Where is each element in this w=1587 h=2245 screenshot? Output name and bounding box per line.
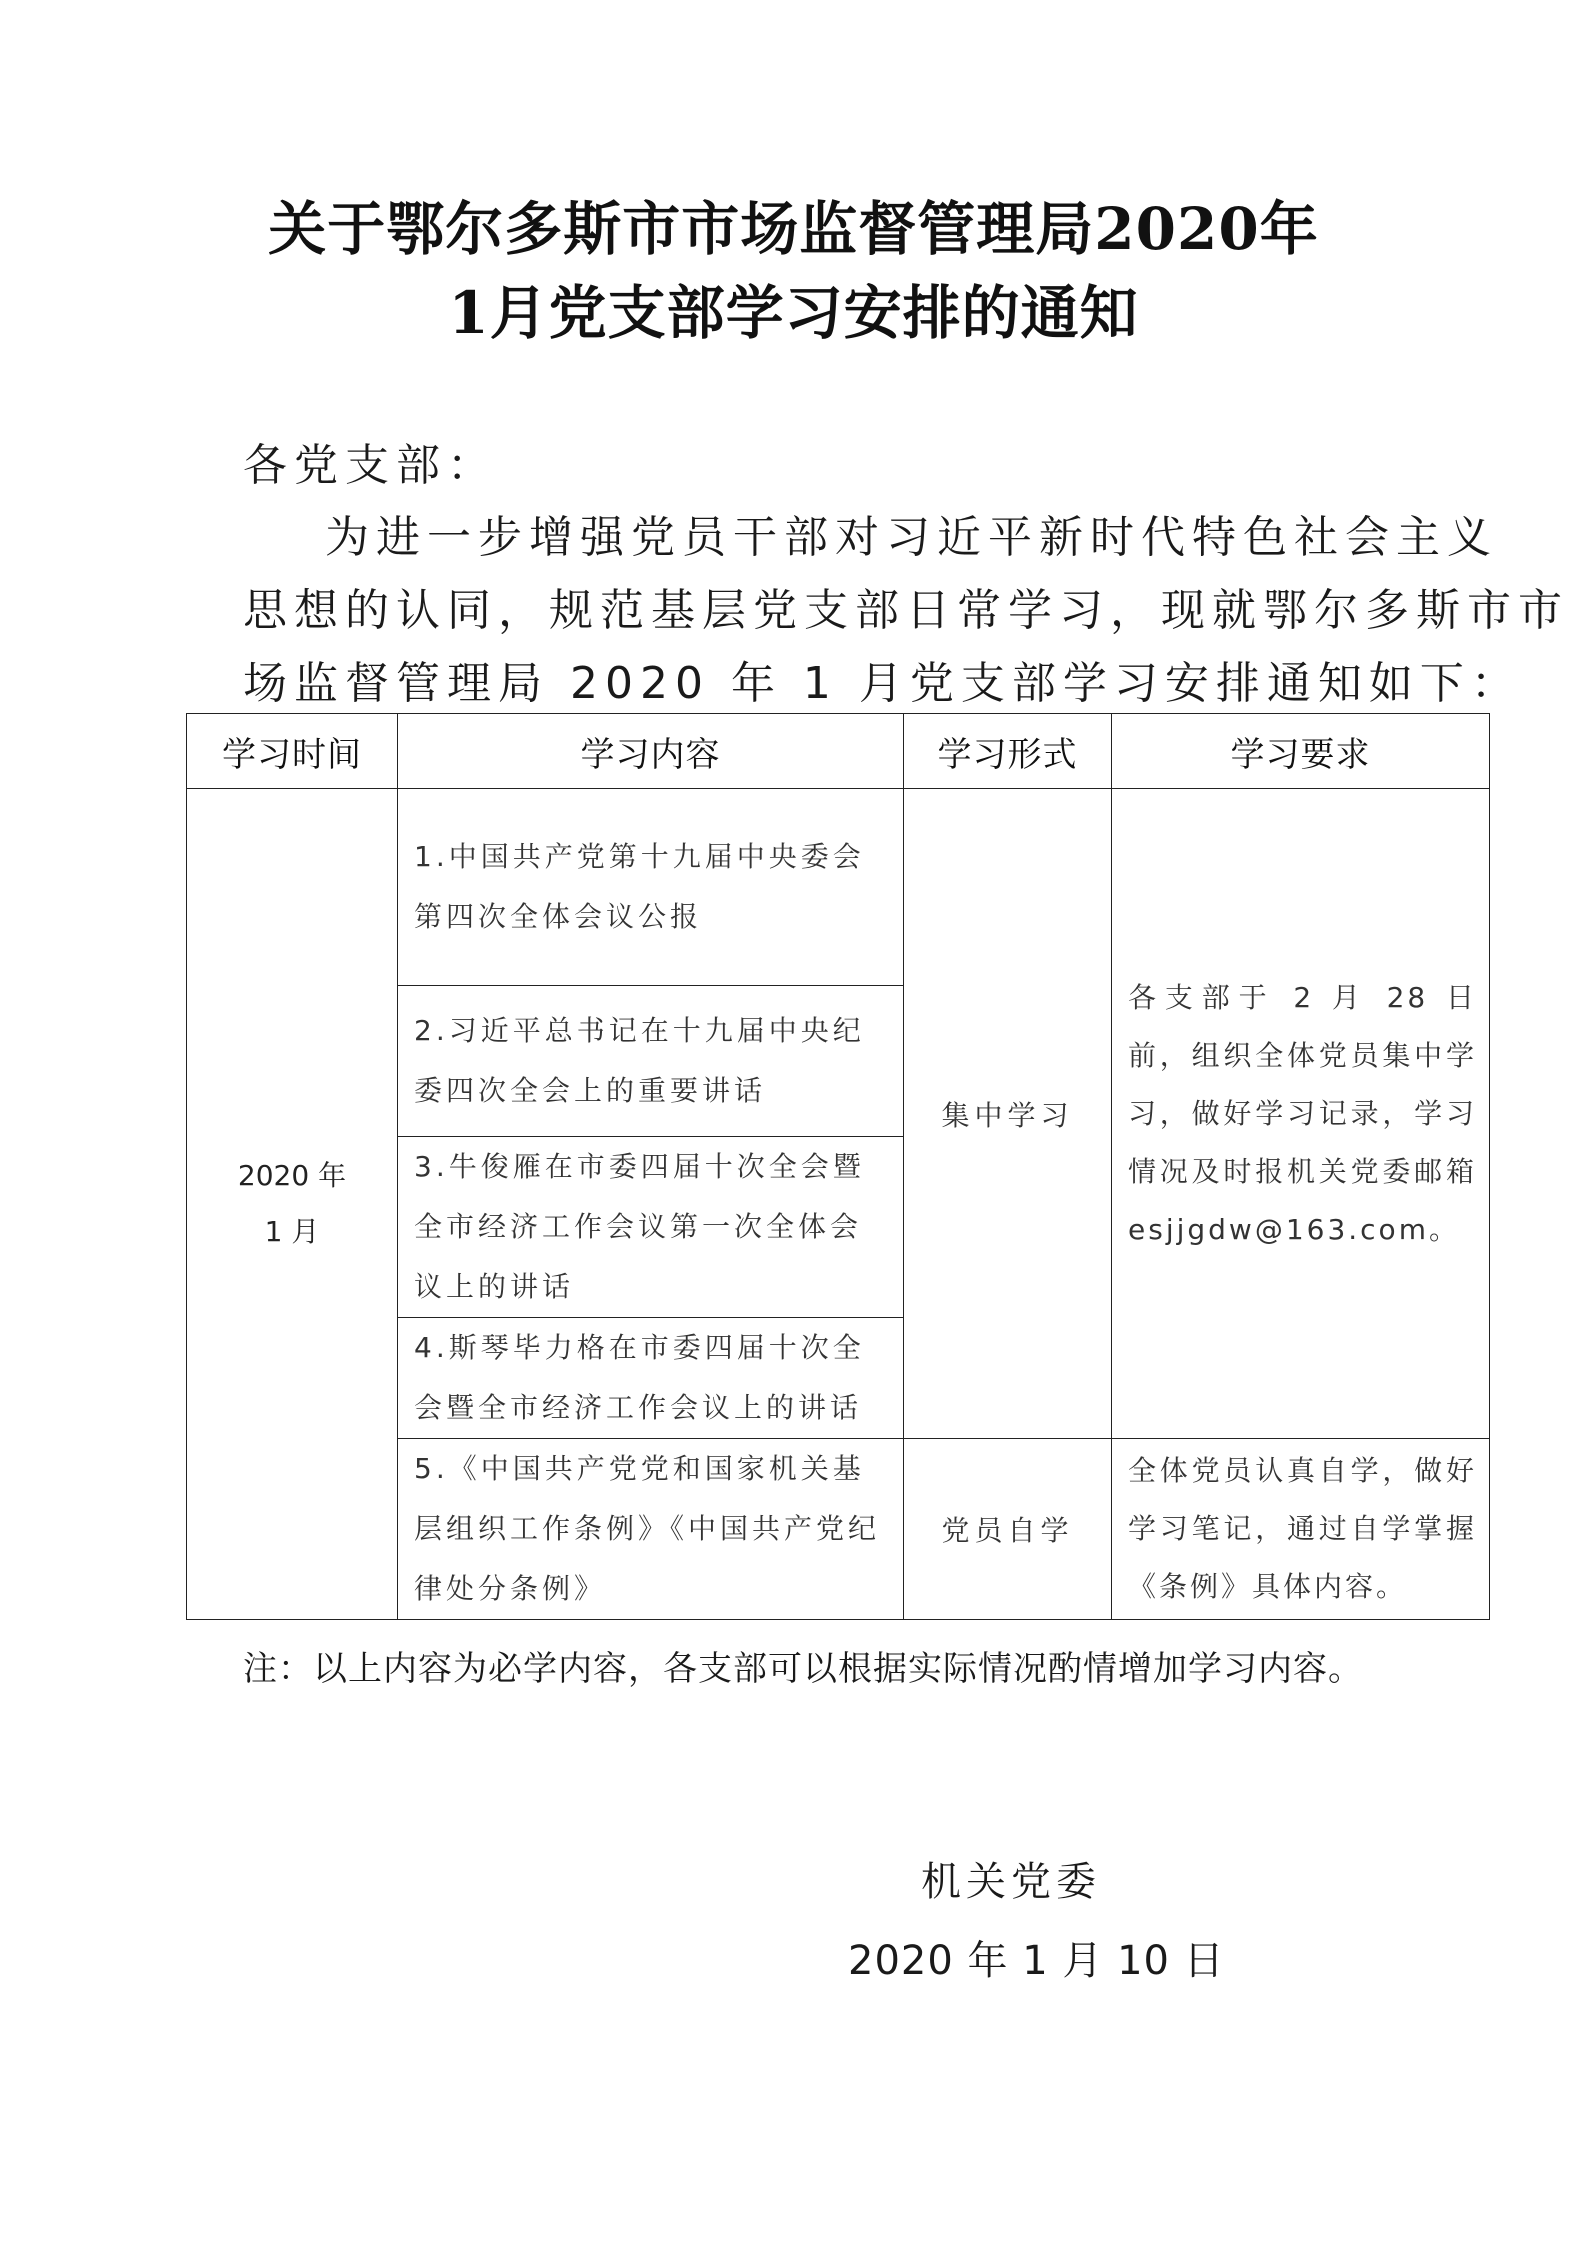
study-plan-table: [186, 713, 1490, 1620]
study-time-cell: [187, 789, 398, 1620]
study-time-month: 1 月: [264, 1215, 320, 1248]
requirement-collective-study: 各支部于 2 月 28 日前，组织全体党员集中学习，做好学习记录，学习情况及时报机关党委邮箱esjjgdw@163.com。: [1112, 789, 1490, 1439]
table-row: [187, 789, 1490, 986]
content-item-2: 2.习近平总书记在十九届中央纪委四次全会上的重要讲话: [398, 986, 904, 1137]
header-study-form: 学习形式: [904, 714, 1112, 789]
form-collective-study: 集中学习: [904, 789, 1112, 1439]
document-title-line-2: 1月党支部学习安排的通知: [448, 279, 1139, 347]
signature-organization: 机关党委: [921, 1859, 1101, 1905]
header-study-content: 学习内容: [398, 714, 904, 789]
content-item-1: 1.中国共产党第十九届中央委会第四次全体会议公报: [398, 789, 904, 986]
signature-date: 2020 年 1 月 10 日: [848, 1938, 1225, 1984]
intro-line-1: 为进一步增强党员干部对习近平新时代特色社会主义: [325, 512, 1498, 563]
document-title-line-1: 关于鄂尔多斯市市场监督管理局2020年: [268, 195, 1319, 263]
header-study-requirement: 学习要求: [1112, 714, 1490, 789]
table-header-row: [187, 714, 1490, 789]
content-item-5: 5.《中国共产党党和国家机关基层组织工作条例》《中国共产党纪律处分条例》: [398, 1439, 904, 1620]
footnote: 注：以上内容为必学内容，各支部可以根据实际情况酌情增加学习内容。: [243, 1649, 1363, 1689]
intro-line-3: 场监督管理局 2020 年 1 月党支部学习安排通知如下：: [243, 658, 1522, 709]
content-item-4: 4.斯琴毕力格在市委四届十次全会暨全市经济工作会议上的讲话: [398, 1318, 904, 1439]
form-self-study: 党员自学: [904, 1439, 1112, 1620]
content-item-3: 3.牛俊雁在市委四届十次全会暨全市经济工作会议第一次全体会议上的讲话: [398, 1137, 904, 1318]
requirement-self-study: 全体党员认真自学，做好学习笔记，通过自学掌握《条例》具体内容。: [1112, 1439, 1490, 1620]
study-time-year: 2020 年: [237, 1159, 347, 1192]
salutation: 各党支部：: [243, 440, 498, 491]
intro-line-2: 思想的认同，规范基层党支部日常学习，现就鄂尔多斯市市: [243, 585, 1569, 636]
header-study-time: 学习时间: [187, 714, 398, 789]
